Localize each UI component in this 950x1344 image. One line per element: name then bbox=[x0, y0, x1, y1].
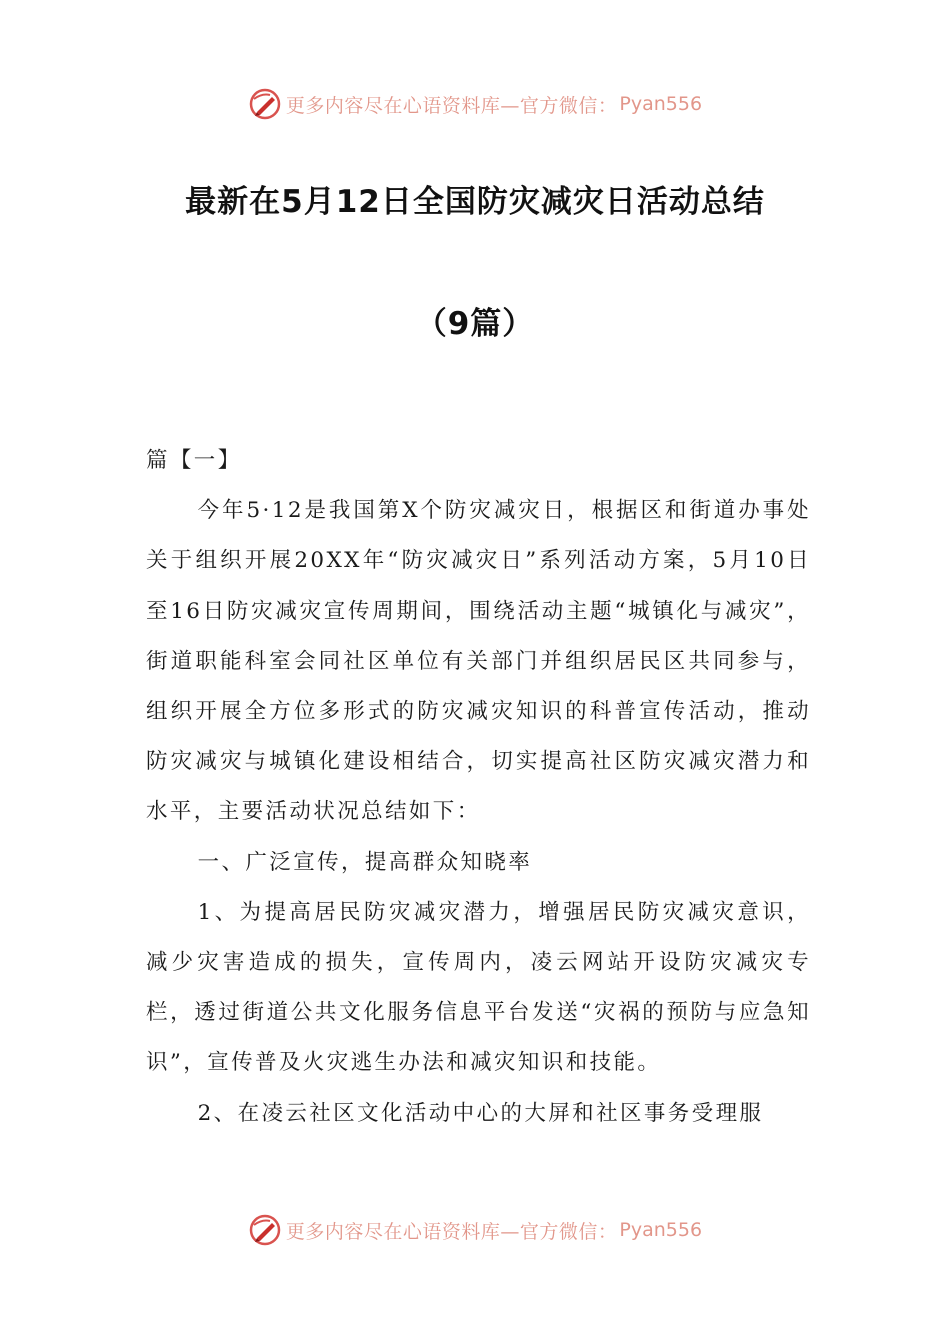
wechat-id: Pyan556 bbox=[619, 1219, 703, 1241]
paragraph: 今年5·12是我国第X个防灾减灾日，根据区和街道办事处关于组织开展20XX年“防灾减灾日”系列活动方案，5月10日至16日防灾减灾宣传周期间，围绕活动主题“城镇化与减灾”，街道职能科室会同社区单位有关部门并组织居民区共同参与，组织开展全方位多形式的防灾减灾知识的科普宣传活动，推动防灾减灾与城镇化建设相结合，切实提高社区防灾减灾潜力和水平，主要活动状况总结如下： bbox=[146, 498, 811, 825]
footer-banner bbox=[0, 1210, 950, 1250]
pen-logo-icon bbox=[248, 1213, 282, 1247]
pen-logo-icon bbox=[248, 87, 282, 121]
banner-text: 更多内容尽在心语资料库—官方微信： bbox=[285, 94, 618, 117]
header-banner bbox=[0, 84, 950, 124]
banner-text: 更多内容尽在心语资料库—官方微信： bbox=[285, 1220, 618, 1243]
section-label: 篇【一】 bbox=[146, 448, 242, 473]
document-body bbox=[146, 436, 811, 1139]
paragraph: 1、为提高居民防灾减灾潜力，增强居民防灾减灾意识，减少灾害造成的损失，宣传周内，凌云网站开设防灾减灾专栏，透过街道公共文化服务信息平台发送“灾祸的预防与应急知识”，宣传普及火灾逃生办法和减灾知识和技能。 bbox=[146, 899, 811, 1076]
wechat-id: Pyan556 bbox=[619, 93, 703, 115]
document-title: 最新在5月12日全国防灾减灾日活动总结 bbox=[185, 184, 765, 220]
paragraph-heading: 一、广泛宣传，提高群众知晓率 bbox=[197, 849, 533, 875]
document-title-count: （9篇） bbox=[415, 306, 535, 342]
paragraph: 2、在凌云社区文化活动中心的大屏和社区事务受理服 bbox=[197, 1100, 764, 1126]
